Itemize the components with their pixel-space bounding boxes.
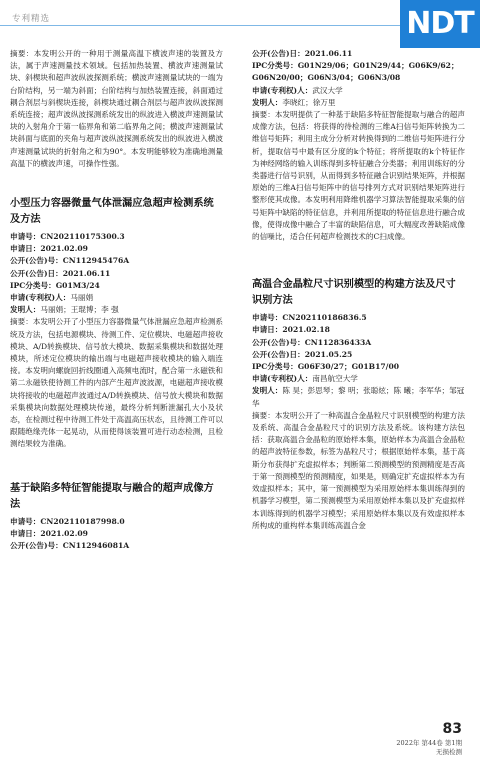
journal-name: 无损检测 xyxy=(436,748,462,756)
right-column xyxy=(252,48,465,532)
left-column xyxy=(10,48,223,552)
application-number: 申请号：CN202110186836.5 xyxy=(252,313,367,323)
applicant: 申请(专利权)人：马丽娟 xyxy=(10,293,94,303)
publication-date: 公开(公告)日：2021.05.25 xyxy=(252,349,353,359)
footer-citation xyxy=(396,739,462,757)
publication-number: 公开(公告)号：CN112946081A xyxy=(10,541,130,551)
applicant: 申请(专利权)人：南昌航空大学 xyxy=(252,374,358,384)
patent-title: 高温合金晶粒尺寸识别模型的构建方法及尺寸识别方法 xyxy=(252,279,456,307)
page-number: 83 xyxy=(442,721,462,737)
inventor: 发明人：马丽娟；王琨博；李 强 xyxy=(10,305,119,315)
abstract-text: 摘要：本发明提供了一种基于缺陷多特征智能提取与融合的超声成像方法，包括：将获得的待检测的三维A扫信号矩阵转换为二维信号矩阵；利用主成分分析对转换得到的二维信号矩阵进行分析，提取信号中最有区分度的k个特征；将所提取的k个特征作为神经网络的输入训练得到多特征融合分类器；利用训练好的分类器进行信号识别，从而得到多特征融合识别结果矩阵，并根据原始的三维A扫信号矩阵中的信号排列方式对识别结果矩阵进行整形使其成像。本发明利用降维机器学习算法智能提取采集的信号矩阵中缺陷的特征信息，并利用所提取的特征信息进行融合成像，使得成像中融合了丰富的缺陷信息，可大幅度改善缺陷成像的信噪比，适合任何超声检测技术的C扫成像。 xyxy=(252,110,465,242)
applicant: 申请(专利权)人：武汉大学 xyxy=(252,85,343,95)
inventor: 发明人：陈 昊；彭思琴；黎 明；张聪炫；陈 曦；李军华；邹冠华 xyxy=(252,386,465,408)
inventor: 发明人：李晓红；徐万里 xyxy=(252,97,336,107)
abstract-text: 摘要：本发明公开了小型压力容器微量气体泄漏应急超声检测系统及方法，包括电源模块、待测工件、定位模块、电磁超声接收模块、A/D转换模块、信号放大模块、数据采集模块和数据处理模块，所述定位模块的输出端与电磁超声接收模块的输入端连接。本发明向螺旋回折线圈通入高频电流时，配合第一永磁铁和第二永磁铁使待测工件的内部产生超声波波源，电磁超声接收模块将接收的电磁超声波通过A/D转换模块、信号放大模块和数据采集模块向数据处理模块传递，最终分析判断泄漏孔大小及状态，在检测过程中待测工件处于高温高压状态，且待测工件可以跟随绝缘壳体一起晃动，从而使得该装置可进行动态检测，且检测结果较为准确。 xyxy=(10,317,223,449)
publication-number: 公开(公告)号：CN112945476A xyxy=(10,256,130,266)
patent-entry xyxy=(252,277,465,532)
ipc-classification: IPC分类号：G01M3/24 xyxy=(10,280,100,290)
abstract-text: 摘要：本发明公开了一种高温合金晶粒尺寸识别模型的构建方法及系统、高温合金晶粒尺寸的识别方法及系统。该构建方法包括：获取高温合金晶粒的原始样本集，原始样本为高温合金晶粒的超声波特征参数，标签为晶粒尺寸；根据原始样本集，基于高斯分布获得扩充虚拟样本；判断第二预测模型的预测精度是否高于第一预测模型的预测精度，如果是，则确定扩充虚拟样本为有效虚拟样本；其中，第一预测模型为采用原始样本集训练得到的机器学习模型，第二预测模型为采用原始样本集以及扩充虚拟样本训练得到的机器学习模型；采用原始样本集以及有效虚拟样本所构成的重构样本集训练高温合金 xyxy=(252,410,465,530)
ipc-classification: IPC分类号：G01N29/06；G01N29/44；G06K9/62；G06N20/00；G06N3/04；G06N3/08 xyxy=(252,61,459,83)
header-rule xyxy=(0,25,400,26)
patent-entry xyxy=(10,196,223,451)
application-number: 申请号：CN202110187998.0 xyxy=(10,516,125,526)
publication-date: 公开(公告)日：2021.06.11 xyxy=(10,268,111,278)
ipc-classification: IPC分类号：G06F30/27；G01B17/00 xyxy=(252,362,400,372)
issue-info: 2022年 第44卷 第1期 xyxy=(396,739,462,747)
application-date: 申请日：2021.02.09 xyxy=(10,528,88,538)
patent-entry-continued xyxy=(252,48,465,243)
application-date: 申请日：2021.02.09 xyxy=(10,244,88,254)
patent-title: 基于缺陷多特征智能提取与融合的超声成像方法 xyxy=(10,482,214,510)
application-number: 申请号：CN202110175300.3 xyxy=(10,232,125,242)
patent-title: 小型压力容器微量气体泄漏应急超声检测系统及方法 xyxy=(10,198,214,226)
patent-entry xyxy=(10,481,223,553)
publication-date: 公开(公告)日：2021.06.11 xyxy=(252,49,353,58)
section-tag: 专利精选 xyxy=(12,14,51,24)
application-date: 申请日：2021.02.18 xyxy=(252,325,330,335)
journal-logo: NDT xyxy=(400,0,480,48)
abstract-text: 摘要：本发明公开的一种用于测量高温下横波声速的装置及方法，属于声速测量技术领域。包括加热装置、横波声速测量试块、斜楔块和超声波纵波探测系统；横波声速测量试块的一端为台阶结构，另一端为斜面；台阶结构与加热装置连接，斜面通过耦合剂层与斜楔块连接，斜楔块通过耦合剂层与超声波纵波探测系统连接；超声波纵波探测系统发出的纵波进入横波声速测量试块的入射角介于第一临界角和第二临界角之间；横波声速测量试块斜面与底面的夹角与超声波纵波探测系统发出的纵波进入横波声速测量试块的折射角之和为90°。本发明能够较为准确地测量高温下的横波声速，可操作性强。 xyxy=(10,49,223,168)
publication-number: 公开(公告)号：CN112836433A xyxy=(252,337,372,347)
